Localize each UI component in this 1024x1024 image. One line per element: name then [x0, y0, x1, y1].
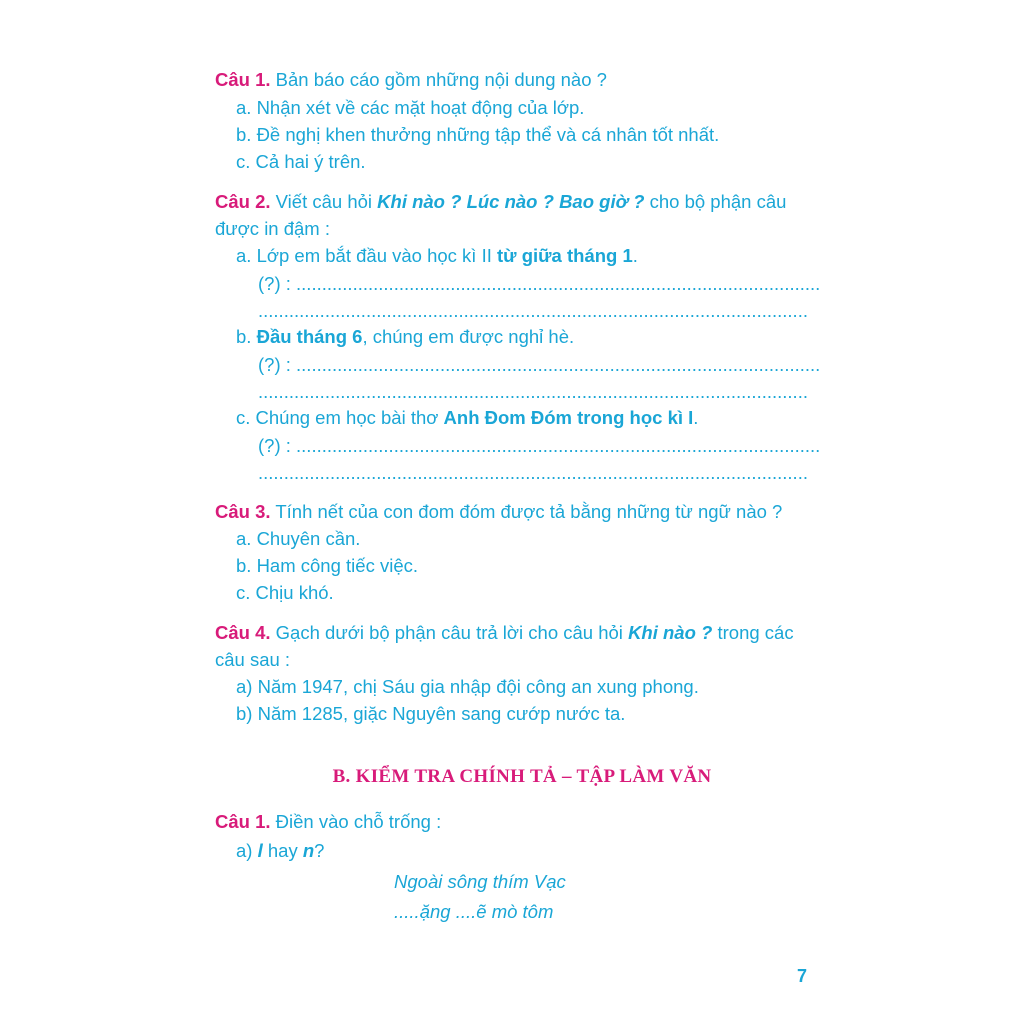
q2-a-answer-line2: ...........................................................................................................: [258, 300, 808, 321]
q2-prompt-line2: được in đậm :: [215, 218, 331, 239]
q4-option-b: b) Năm 1285, giặc Nguyên sang cướp nước ta.: [236, 703, 626, 724]
q3-option-c: c. Chịu khó.: [236, 582, 334, 603]
q2-prompt: Câu 2. Viết câu hỏi Khi nào ? Lúc nào ? Bao giờ ? cho bộ phận câu: [215, 191, 787, 212]
q1-option-b: b. Đề nghị khen thưởng những tập thể và cá nhân tốt nhất.: [236, 124, 720, 145]
q1-label: Câu 1.: [215, 69, 271, 90]
q3-label: Câu 3.: [215, 501, 271, 522]
q3-option-b: b. Ham công tiếc việc.: [236, 555, 418, 576]
q2-option-c: c. Chúng em học bài thơ Anh Đom Đóm trong học kì I.: [236, 407, 699, 428]
poem-line-2: .....ặng ....ẽ mò tôm: [394, 901, 554, 922]
section-b-title: B. KIỂM TRA CHÍNH TẢ – TẬP LÀM VĂN: [332, 766, 712, 787]
q2-c-answer-line1: (?) : ......................................................................................................: [258, 435, 821, 456]
q2-c-answer-line2: ...........................................................................................................: [258, 462, 808, 483]
poem-line-1: Ngoài sông thím Vạc: [394, 871, 566, 892]
q2-option-a: a. Lớp em bắt đầu vào học kì II từ giữa tháng 1.: [236, 245, 638, 266]
q4-option-a: a) Năm 1947, chị Sáu gia nhập đội công an xung phong.: [236, 676, 699, 697]
q1-prompt: Câu 1. Bản báo cáo gồm những nội dung nào ?: [215, 69, 607, 90]
section-b-q1-prompt: Câu 1. Điền vào chỗ trống :: [215, 811, 442, 832]
q2-b-answer-line1: (?) : ......................................................................................................: [258, 354, 821, 375]
page-number: 7: [797, 966, 808, 986]
q4-label: Câu 4.: [215, 622, 271, 643]
q4-prompt-line2: câu sau :: [215, 649, 291, 670]
q3-prompt: Câu 3. Tính nết của con đom đóm được tả bằng những từ ngữ nào ?: [215, 501, 783, 522]
q2-option-b: b. Đầu tháng 6, chúng em được nghỉ hè.: [236, 326, 575, 347]
q2-b-answer-line2: ...........................................................................................................: [258, 381, 808, 402]
q3-option-a: a. Chuyên cần.: [236, 528, 361, 549]
q1-option-a: a. Nhận xét về các mặt hoạt động của lớp.: [236, 97, 585, 118]
q1-option-c: c. Cả hai ý trên.: [236, 151, 366, 172]
q4-prompt: Câu 4. Gạch dưới bộ phận câu trả lời cho câu hỏi Khi nào ? trong các: [215, 622, 794, 643]
q2-label: Câu 2.: [215, 191, 271, 212]
section-b-q1-option-a: a) l hay n?: [236, 840, 325, 861]
section-b-q1-label: Câu 1.: [215, 811, 271, 832]
q2-a-answer-line1: (?) : ......................................................................................................: [258, 273, 821, 294]
